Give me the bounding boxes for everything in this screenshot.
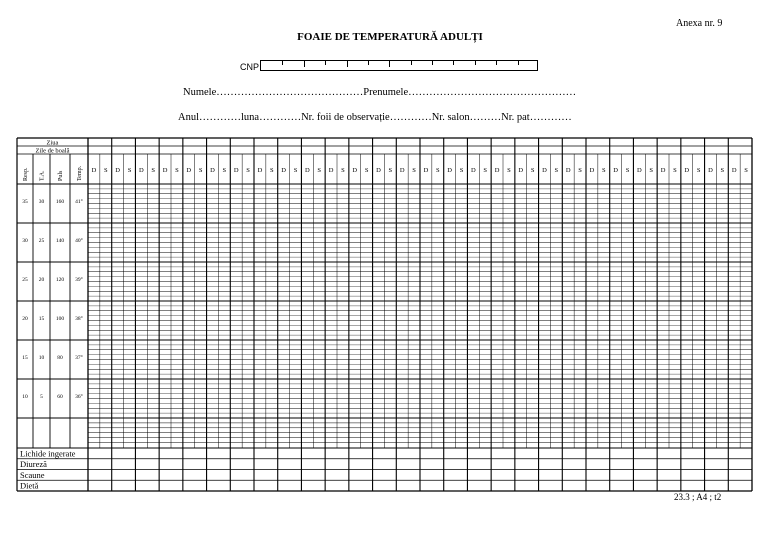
shift-morning-label: D xyxy=(328,167,334,174)
scale-ta-value: 5 xyxy=(40,394,43,400)
shift-evening-label: S xyxy=(507,167,511,174)
scale-resp-value: 15 xyxy=(22,355,28,361)
shift-evening-label: S xyxy=(578,167,582,174)
shift-morning-label: D xyxy=(613,167,618,174)
shift-morning-label: D xyxy=(731,167,737,174)
shift-evening-label: S xyxy=(151,167,156,174)
shift-morning-label: D xyxy=(352,167,358,174)
scale-puls-value: 80 xyxy=(57,355,63,361)
scale-puls-value: 100 xyxy=(55,316,65,322)
scale-resp-value: 30 xyxy=(22,238,28,244)
shift-evening-label: S xyxy=(175,167,179,174)
shift-evening-label: S xyxy=(530,167,535,174)
shift-morning-label: D xyxy=(684,167,690,174)
shift-morning-label: D xyxy=(281,167,286,174)
scale-temp-value: 36° xyxy=(75,394,83,400)
shift-morning-label: D xyxy=(708,167,713,174)
shift-morning-label: D xyxy=(423,167,429,174)
shift-evening-label: S xyxy=(625,167,630,174)
shift-evening-label: S xyxy=(673,167,677,174)
scale-temp-value: 39° xyxy=(75,277,83,283)
scale-puls-value: 60 xyxy=(57,394,63,400)
shift-evening-label: S xyxy=(696,167,701,174)
col-ta-header: T.A. xyxy=(39,170,46,181)
shift-morning-label: D xyxy=(162,167,168,174)
shift-morning-label: D xyxy=(589,167,595,174)
shift-evening-label: S xyxy=(435,167,440,174)
shift-morning-label: D xyxy=(139,167,144,174)
scale-ta-value: 20 xyxy=(38,277,45,283)
shift-morning-label: D xyxy=(565,167,571,174)
cnp-label: CNP xyxy=(240,62,260,72)
bottom-row-label-1: Lichide ingerate xyxy=(20,448,76,459)
scale-puls-value: 160 xyxy=(55,199,65,205)
shift-morning-label: D xyxy=(399,167,405,174)
shift-morning-label: D xyxy=(210,167,215,174)
scale-ta-value: 15 xyxy=(38,316,45,322)
shift-morning-label: D xyxy=(660,167,666,174)
shift-morning-label: D xyxy=(542,167,547,174)
shift-evening-label: S xyxy=(364,167,369,174)
shift-evening-label: S xyxy=(103,167,108,174)
scale-temp-value: 37° xyxy=(75,355,83,361)
shift-morning-label: D xyxy=(518,167,524,174)
scale-temp-value: 41° xyxy=(75,199,83,205)
header-ziua: Ziua xyxy=(46,139,59,147)
shift-evening-label: S xyxy=(459,167,464,174)
shift-evening-label: S xyxy=(388,167,393,174)
shift-morning-label: D xyxy=(376,167,381,174)
scale-ta-value: 30 xyxy=(38,199,45,205)
header-zile-de-boala: Zile de boală xyxy=(35,147,70,155)
shift-morning-label: D xyxy=(186,167,192,174)
bottom-row-label-2: Diureză xyxy=(20,459,47,469)
shift-morning-label: D xyxy=(257,167,263,174)
shift-evening-label: S xyxy=(720,167,725,174)
scale-ta-value: 10 xyxy=(38,355,45,361)
shift-evening-label: S xyxy=(246,167,250,174)
observation-info-line[interactable]: Anul…………luna…………Nr. foii de observație…………Nr. salon………Nr. pat………… xyxy=(178,112,572,123)
col-temp-header: Temp. xyxy=(77,165,83,181)
shift-evening-label: S xyxy=(601,167,606,174)
shift-evening-label: S xyxy=(127,167,132,174)
shift-morning-label: D xyxy=(447,167,452,174)
annex-number: Anexa nr. 9 xyxy=(676,18,723,29)
shift-evening-label: S xyxy=(341,167,345,174)
shift-morning-label: D xyxy=(471,167,476,174)
shift-evening-label: S xyxy=(198,167,203,174)
scale-resp-value: 20 xyxy=(22,316,28,322)
shift-evening-label: S xyxy=(483,167,488,174)
patient-name-line[interactable]: Numele……………………………………Prenumele………………………………………… xyxy=(183,87,577,98)
shift-morning-label: D xyxy=(233,167,239,174)
scale-temp-value: 38° xyxy=(75,316,83,322)
scale-temp-value: 40° xyxy=(75,238,83,244)
shift-morning-label: D xyxy=(305,167,310,174)
shift-morning-label: D xyxy=(115,167,120,174)
scale-ta-value: 25 xyxy=(38,238,45,244)
scale-resp-value: 10 xyxy=(22,394,28,400)
scale-puls-value: 140 xyxy=(55,238,65,244)
bottom-row-label-4: Dietă xyxy=(20,480,39,491)
shift-morning-label: D xyxy=(494,167,500,174)
shift-evening-label: S xyxy=(317,167,322,174)
shift-evening-label: S xyxy=(412,167,416,174)
shift-evening-label: S xyxy=(744,167,748,174)
shift-evening-label: S xyxy=(269,167,274,174)
col-resp-header: Resp. xyxy=(23,167,29,181)
shift-evening-label: S xyxy=(649,167,654,174)
scale-puls-value: 120 xyxy=(55,277,65,283)
page-title: FOAIE DE TEMPERATURĂ ADULȚI xyxy=(297,31,483,43)
scale-resp-value: 35 xyxy=(22,199,28,205)
col-puls-header: Puls xyxy=(58,170,64,181)
shift-morning-label: D xyxy=(637,167,642,174)
form-code: 23.3 ; A4 ; t2 xyxy=(674,492,722,502)
bottom-row-label-3: Scaune xyxy=(20,469,45,480)
scale-resp-value: 25 xyxy=(22,277,28,283)
shift-evening-label: S xyxy=(554,167,559,174)
shift-morning-label: D xyxy=(91,167,97,174)
shift-evening-label: S xyxy=(222,167,227,174)
shift-evening-label: S xyxy=(293,167,298,174)
